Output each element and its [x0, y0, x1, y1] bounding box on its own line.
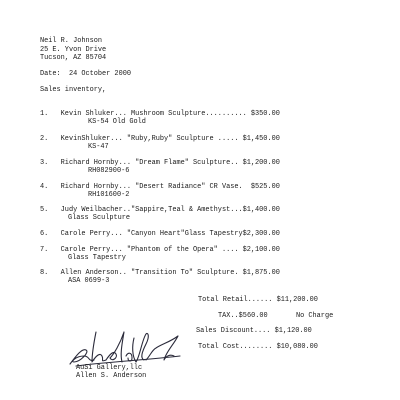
item-4-code: RH101600-2: [88, 191, 130, 199]
sales-discount: Sales Discount.... $1,120.00: [196, 327, 312, 335]
sender-name: Neil R. Johnson: [40, 37, 103, 45]
item-5-line: 5. Judy Weilbacher.."Sappire,Teal & Amethyst...$1,400.00: [40, 206, 280, 214]
item-7-code: Glass Tapestry: [68, 254, 126, 262]
subject-line: Sales inventory,: [40, 86, 107, 94]
item-4-line: 4. Richard Hornby... "Desert Radiance" CR Vase. $525.00: [40, 183, 280, 191]
item-1-line: 1. Kevin Shluker... Mushroom Sculpture.......... $350.00: [40, 110, 280, 118]
sender-street: 25 E. Yvon Drive: [40, 46, 107, 54]
item-6-line: 6. Carole Perry... "Canyon Heart"Glass Tapestry$2,300.00: [40, 230, 280, 238]
signer-name: Allen S. Anderson: [76, 372, 147, 380]
date-line: Date: 24 October 2000: [40, 70, 131, 78]
item-7-line: 7. Carole Perry... "Phantom of the Opera" .... $2,100.00: [40, 246, 280, 254]
item-2-line: 2. KevinShluker... "Ruby,Ruby" Sculpture ..... $1,450.00: [40, 135, 280, 143]
item-8-line: 8. Allen Anderson.. "Transition To" Sculpture. $1,875.00: [40, 269, 280, 277]
item-5-code: Glass Sculpture: [68, 214, 131, 222]
no-charge-note: No Charge: [296, 312, 334, 320]
item-8-code: ASA 0699-3: [68, 277, 110, 285]
item-2-code: KS-47: [88, 143, 109, 151]
company-name: AuSi Gallery,llc: [76, 364, 143, 372]
total-retail: Total Retail...... $11,200.00: [198, 296, 318, 304]
sender-city: Tucson, AZ 85704: [40, 54, 107, 62]
total-cost: Total Cost........ $10,080.00: [198, 343, 318, 351]
item-1-code: KS-54 Old Gold: [88, 118, 146, 126]
item-3-line: 3. Richard Hornby... "Dream Flame" Sculpture.. $1,200.00: [40, 159, 280, 167]
tax-line: TAX..$560.00: [218, 312, 268, 320]
item-3-code: RH082900-6: [88, 167, 130, 175]
